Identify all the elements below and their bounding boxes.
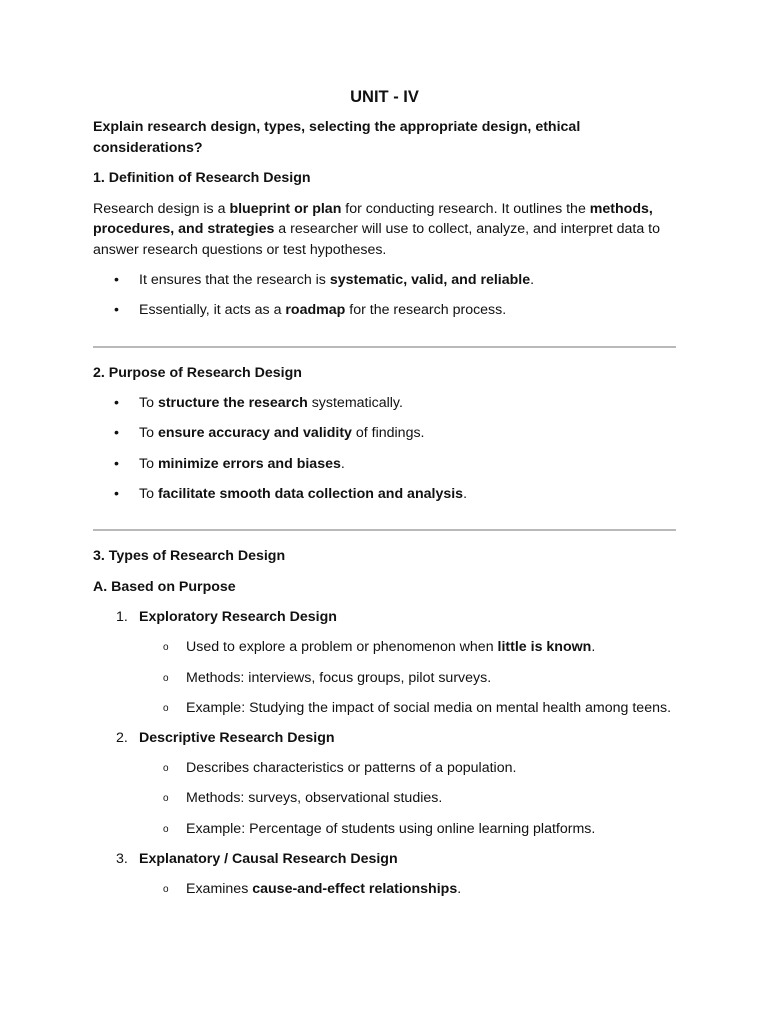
numbered-item-3 <box>93 849 676 870</box>
bullet-text: . <box>340 455 345 472</box>
sub-bullet-text: . <box>457 880 462 897</box>
item-number: 3. <box>116 850 128 867</box>
sub-bullet-text: Used to explore a problem or phenomenon when <box>186 639 498 656</box>
question-text: Explain research design, types, selecting the appropriate design, ethical considerations? <box>93 119 581 156</box>
explanatory-points <box>93 879 676 900</box>
bullet-item <box>93 393 676 414</box>
bullet-bold: minimize errors and biases <box>157 455 341 472</box>
section-divider <box>93 346 676 348</box>
sub-bullet-text: Methods: interviews, focus groups, pilot surveys. <box>186 669 492 686</box>
bullet-text: systematically. <box>307 395 403 412</box>
bullet-bold: structure the research <box>157 395 308 412</box>
bullet-text: To <box>139 425 158 442</box>
sub-bullet-item <box>93 758 676 779</box>
definition-text-2: for conducting research. It outlines the <box>341 200 590 217</box>
sub-bullet-item <box>93 637 676 658</box>
item-title: Explanatory / Causal Research Design <box>139 850 398 867</box>
section-3-subheading: A. Based on Purpose <box>93 578 236 595</box>
section-2-heading: 2. Purpose of Research Design <box>93 364 302 381</box>
bullet-text: for the research process. <box>345 302 507 319</box>
sub-bullet-text: Describes characteristics or patterns of a population. <box>186 760 517 777</box>
exploratory-points <box>93 637 676 718</box>
bullet-text: of findings. <box>351 425 425 442</box>
sub-bullet-item <box>93 819 676 840</box>
sub-bullet-item <box>93 668 676 689</box>
numbered-item-2 <box>93 728 676 749</box>
definition-text-3: a researcher will use to collect, analyze, and interpret data to answer research questions or test hypotheses. <box>93 221 660 258</box>
sub-bullet-text: Example: Percentage of students using online learning platforms. <box>186 820 596 837</box>
section-3-heading: 3. Types of Research Design <box>93 548 286 565</box>
section-1-heading: 1. Definition of Research Design <box>93 170 311 186</box>
definition-bold-1: blueprint or plan <box>229 200 342 217</box>
bullet-item <box>93 300 676 321</box>
bullet-text: To <box>139 455 158 472</box>
item-number: 1. <box>116 609 128 626</box>
bullet-bold: ensure accuracy and validity <box>157 425 352 442</box>
purpose-bullet-list <box>93 393 676 504</box>
sub-bullet-bold: cause-and-effect relationships <box>252 880 458 897</box>
bullet-bold: systematic, valid, and reliable <box>329 272 531 288</box>
bullet-text: It ensures that the research is <box>139 272 330 288</box>
bullet-item <box>93 270 676 291</box>
document-content <box>93 86 676 909</box>
bullet-item <box>93 454 676 475</box>
definition-text-1: Research design is a <box>93 200 230 217</box>
item-title: Descriptive Research Design <box>139 730 335 746</box>
sub-bullet-text: . <box>591 639 596 656</box>
sub-bullet-item <box>93 879 676 900</box>
page-title: UNIT - IV <box>350 88 419 106</box>
bullet-item <box>93 484 676 505</box>
definition-bullet-list <box>93 270 676 321</box>
bullet-bold: facilitate smooth data collection and analysis <box>157 485 464 502</box>
bullet-text: . <box>530 272 535 288</box>
sub-bullet-item <box>93 698 676 719</box>
descriptive-points <box>93 758 676 839</box>
definition-bold-2: methods, procedures, and strategies <box>93 200 653 237</box>
sub-bullet-text: Examines <box>186 880 253 897</box>
bullet-text: To <box>139 485 158 502</box>
item-number: 2. <box>116 730 128 746</box>
item-title: Exploratory Research Design <box>139 609 337 626</box>
sub-bullet-text: Example: Studying the impact of social media on mental health among teens. <box>186 699 672 716</box>
definition-paragraph <box>93 199 676 261</box>
bullet-text: To <box>139 395 158 412</box>
bullet-bold: roadmap <box>285 302 346 319</box>
sub-bullet-bold: little is known <box>497 639 592 656</box>
bullet-text: Essentially, it acts as a <box>139 302 286 319</box>
bullet-item <box>93 423 676 444</box>
sub-bullet-text: Methods: surveys, observational studies. <box>186 790 443 807</box>
sub-bullet-item <box>93 788 676 809</box>
numbered-item-1 <box>93 607 676 628</box>
section-divider <box>93 529 676 531</box>
bullet-text: . <box>463 485 468 502</box>
